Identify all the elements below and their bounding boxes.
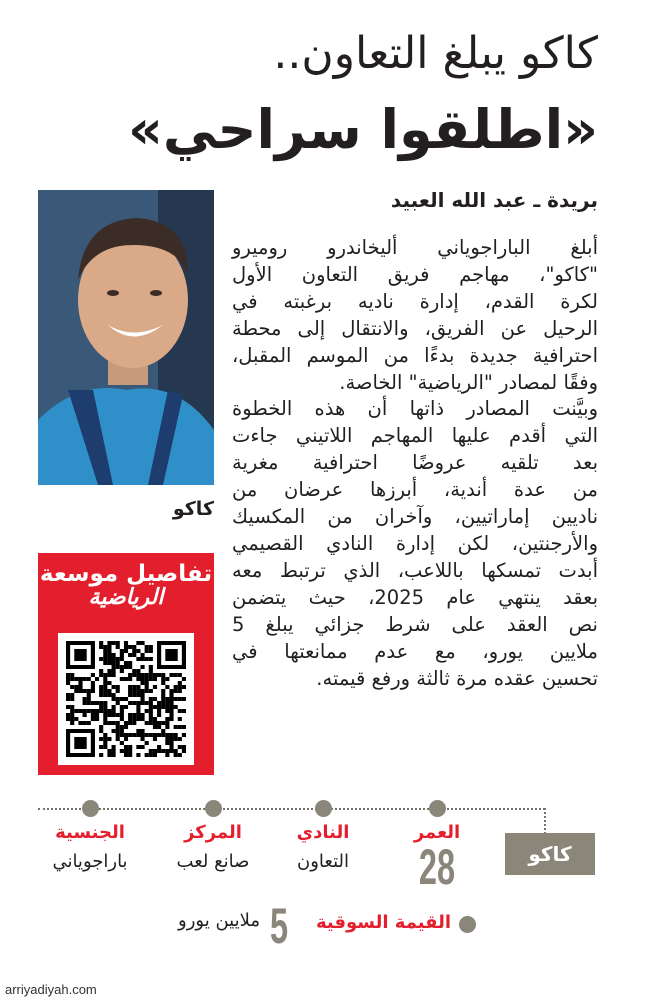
body-line: وفقًا لمصادر "الرياضية" الخاصة.	[339, 370, 598, 394]
qr-code[interactable]	[58, 633, 194, 765]
nationality-value: باراجوياني	[52, 851, 128, 872]
position-value: صانع لعب	[176, 851, 250, 872]
age-value: 28	[418, 839, 456, 895]
body-line: والأرجنتين، لكن إدارة النادي القصيمي	[232, 531, 598, 555]
divider-dotted	[38, 808, 545, 810]
body-line: احترافية جديدة بدءًا من الموسم المقبل،	[232, 343, 598, 367]
brand-logo: الرياضية	[88, 585, 164, 610]
body-line: أبلغ الباراجوياني أليخاندرو روميرو	[232, 236, 598, 259]
body-line: وبيَّنت المصادر ذاتها أن هذه الخطوة	[232, 397, 598, 421]
club-label: النادي	[296, 822, 350, 843]
bullet-icon	[205, 800, 222, 817]
headline-line2: «اطلقوا سراحي»	[128, 98, 598, 161]
body-line: التي أقدم عليها المهاجم اللاتيني جاءت	[232, 424, 598, 448]
player-name-badge: كاكو	[505, 833, 595, 875]
body-line: الرحيل عن الفريق، والانتقال إلى محطة	[232, 316, 598, 340]
site-watermark: arriyadiyah.com	[5, 982, 97, 997]
body-line: لكرة القدم، إدارة ناديه برغبته في	[232, 289, 598, 313]
bullet-icon	[429, 800, 446, 817]
position-label: المركز	[184, 822, 242, 843]
bullet-icon	[459, 916, 476, 933]
body-line: بعقد ينتهي عام 2025، حيث يتضمن	[232, 585, 598, 609]
club-value: التعاون	[297, 851, 349, 872]
market-value-unit: ملايين يورو	[178, 910, 260, 931]
promo-box[interactable]	[38, 553, 214, 775]
body-line: نص العقد على شرط جزائي يبلغ 5	[232, 612, 598, 636]
promo-title: تفاصيل موسعة	[39, 561, 213, 587]
market-value-number: 5	[269, 898, 289, 954]
headline-line1: كاكو يبلغ التعاون..	[273, 28, 598, 79]
byline: بريدة ـ عبد الله العبيد	[390, 188, 598, 212]
nationality-label: الجنسية	[55, 822, 125, 843]
bullet-icon	[82, 800, 99, 817]
market-value-label: القيمة السوقية	[315, 912, 451, 933]
body-line: أبدت تمسكها باللاعب، الذي ترتبط معه	[232, 558, 598, 582]
body-line: من عدة أندية، أبرزها عرضان من	[232, 478, 598, 502]
body-line: ناديين إماراتيين، وآخران من المكسيك	[232, 505, 598, 529]
bullet-icon	[315, 800, 332, 817]
player-photo	[38, 190, 214, 485]
body-line: ملايين يورو، مع عدم ممانعتها في	[232, 639, 598, 663]
age-label: العمر	[413, 822, 461, 843]
body-line: بعد تلقيه عروضًا احترافية مغرية	[232, 451, 598, 475]
body-line: تحسين عقده مرة ثالثة ورفع قيمته.	[316, 666, 598, 690]
article-body	[232, 235, 598, 692]
photo-caption: كاكو	[172, 498, 214, 520]
body-line: "كاكو"، مهاجم فريق التعاون الأول	[232, 262, 598, 286]
divider-vertical	[544, 808, 546, 834]
